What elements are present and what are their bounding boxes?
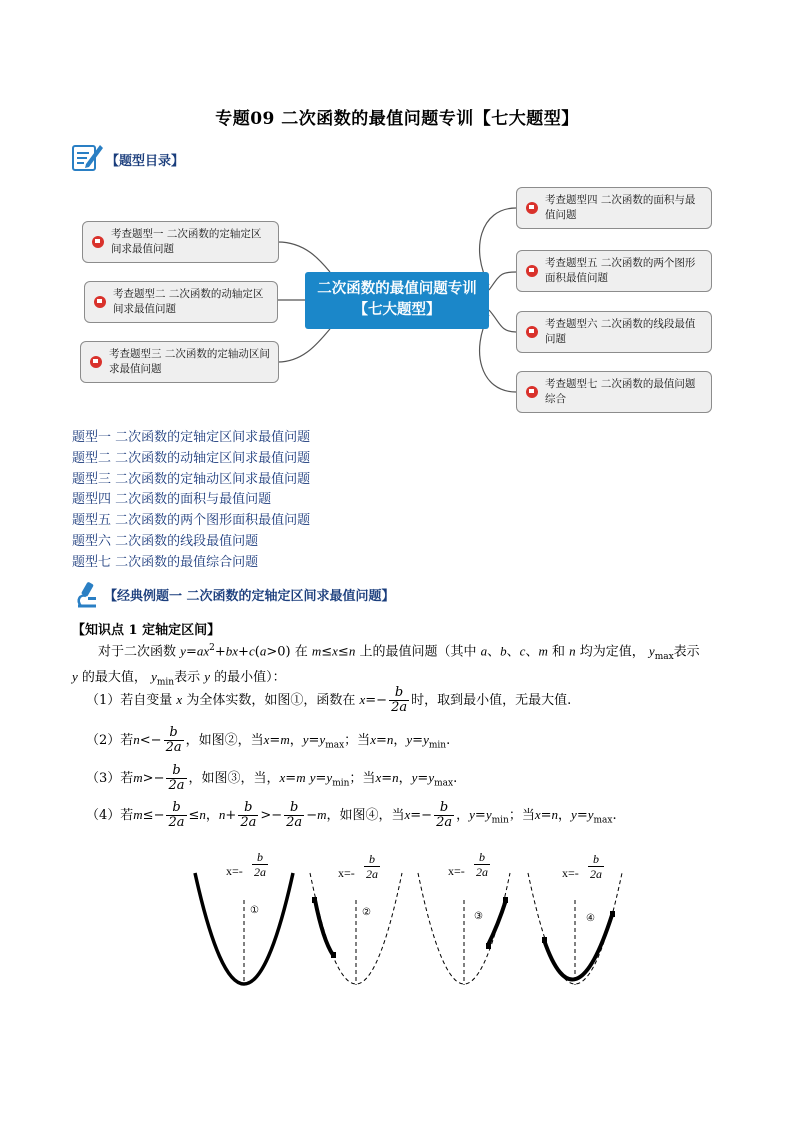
figure-1 [195, 873, 293, 985]
figure-label-1: ① [250, 905, 259, 916]
text-span: 表示 [673, 644, 700, 660]
text-span: （3）若 [86, 771, 134, 786]
mindmap-node-type3 [80, 341, 279, 383]
toc-item[interactable]: 题型一 二次函数的定轴定区间求最值问题 [72, 430, 311, 445]
flag-icon [526, 202, 538, 214]
axis-label: x=- [448, 864, 465, 878]
toc-item[interactable]: 题型四 二次函数的面积与最值问题 [72, 492, 272, 508]
text-span: （1）若自变量 [86, 693, 173, 708]
figure-4 [528, 873, 622, 985]
flag-icon [94, 296, 106, 308]
mindmap-node-type2 [84, 281, 278, 323]
catalog-heading: 【题型目录】 [106, 154, 185, 169]
flag-icon [526, 326, 538, 338]
flag-icon [92, 236, 104, 248]
mindmap-node-type1 [82, 221, 279, 263]
fraction-b-2a: $\frac{b}{2a}$ [165, 725, 182, 755]
mindmap-node-label: 考查题型五 二次函数的两个图形面积最值问题 [545, 257, 696, 284]
text-span: 、 [525, 644, 539, 660]
fraction-b-2a: $\frac{b}{2a}$ [476, 850, 488, 879]
fraction-b-2: $\frac{b}{2a}$ [240, 800, 257, 830]
fraction-b-2a: $\frac{b}{2a}$ [168, 763, 185, 793]
axis-label: x=- [338, 866, 355, 880]
text-span: ，如图③，当， [188, 771, 280, 786]
mindmap-node-type7 [516, 371, 712, 413]
knowledge-heading: 【知识点 1 定轴定区间】 [72, 623, 221, 638]
mindmap-center-node: 二次函数的最值问题专训【七大题型】 [305, 272, 489, 329]
mindmap-node-type5 [516, 250, 712, 292]
mindmap-node-label: 考查题型七 二次函数的最值问题综合 [545, 378, 696, 405]
mindmap-node-type4 [516, 187, 712, 229]
fraction-b-2a: $\frac{b}{2a}$ [254, 850, 266, 879]
text-span: （2）若 [86, 733, 134, 748]
case-4: （4）若m≤− $\frac{b}{2a}$ ≤n，n+ $\frac{b}{2a}$ >− $\frac{b}{2a}$ −m，如图④，当x=− $\frac{b}{2a}$ ，$y=y_{min}$；当x=n，$y=y_{max}$. [86, 800, 617, 830]
flag-icon [526, 386, 538, 398]
figure-label-2: ② [362, 907, 371, 918]
mindmap-node-label: 考查题型二 二次函数的动轴定区间求最值问题 [113, 288, 264, 315]
mindmap-node-label: 考查题型六 二次函数的线段最值问题 [545, 318, 696, 345]
fraction-b-2a: $\frac{b}{2a}$ [590, 852, 602, 881]
text-span: 的最小值）： [214, 669, 286, 685]
mindmap-node-label: 考查题型四 二次函数的面积与最值问题 [545, 194, 696, 221]
fraction-b-2a: $\frac{b}{2a}$ [366, 852, 378, 881]
example-heading: 【经典例题一 二次函数的定轴定区间求最值问题】 [104, 589, 395, 604]
figure-2 [310, 873, 402, 985]
flag-icon [90, 356, 102, 368]
text-span: 、 [487, 644, 501, 660]
text-span: 时，取到最小值，无最大值. [411, 693, 572, 708]
case-1: （1）若自变量 x 为全体实数，如图①，函数在 x=− $\frac{b}{2a}$ 时，取到最小值，无最大值. [86, 685, 572, 715]
text-span: 上的最值问题（其中 [359, 644, 477, 660]
knowledge-paragraph: 对于二次函数 $y=ax^2+bx+c(a>0)$ 在 m≤x≤n 上的最值问题（其中 a、b、c、m 和 n 均为定值， $y_{max}$表示 y 的最大值， $y_{min}$表示 y 的最小值）： [72, 643, 700, 688]
toc-item[interactable]: 题型三 二次函数的定轴动区间求最值问题 [72, 471, 311, 487]
toc-item[interactable]: 题型五 二次函数的两个图形面积最值问题 [72, 513, 311, 529]
figure-label-4: ④ [586, 913, 595, 924]
text-span: ，如图②，当 [185, 733, 264, 748]
figure-3 [418, 873, 510, 985]
toc-list [72, 428, 310, 574]
fraction-b-2a: $\frac{b}{2a}$ [391, 685, 408, 715]
text-span: 表示 [174, 669, 201, 685]
mindmap-node-label: 考查题型三 二次函数的定轴动区间求最值问题 [109, 348, 270, 375]
text-span: 对于二次函数 [98, 644, 177, 660]
axis-label: x=- [226, 864, 243, 878]
case-3: （3）若m>− $\frac{b}{2a}$ ，如图③，当，x=m $y=y_{min}$；当x=n，$y=y_{max}$. [86, 763, 458, 793]
fraction-b-2a: $\frac{b}{2a}$ [168, 800, 185, 830]
fraction-b-2a: $\frac{b}{2a}$ [286, 800, 303, 830]
mindmap-node-label: 考查题型一 二次函数的定轴定区间求最值问题 [111, 228, 262, 255]
toc-item[interactable]: 题型六 二次函数的线段最值问题 [72, 533, 259, 549]
axis-label: x=- [562, 866, 579, 880]
text-span: 为全体实数，如图①，函数在 [186, 693, 356, 708]
case-2: （2）若n<− $\frac{b}{2a}$ ，如图②，当x=m，$y=y_{max}$；当x=n，$y=y_{min}$. [86, 725, 451, 755]
text-span: 均为定值， [579, 644, 645, 660]
figure-label-3: ③ [474, 911, 483, 922]
text-span: 在 [294, 644, 308, 660]
mindmap-node-type6 [516, 311, 712, 353]
flag-icon [526, 265, 538, 277]
text-span: 、 [506, 644, 520, 660]
text-span: ，如图④，当 [326, 808, 405, 823]
text-span: 的最大值， [81, 669, 147, 685]
fraction-b-2a: $\frac{b}{2a}$ [436, 800, 453, 830]
toc-item[interactable]: 题型七 二次函数的最值综合问题 [72, 554, 259, 570]
microscope-icon [72, 580, 102, 610]
toc-item[interactable]: 题型二 二次函数的动轴定区间求最值问题 [72, 450, 311, 466]
text-span: （4）若 [86, 808, 134, 823]
page-title: 专题09 二次函数的最值问题专训【七大题型】 [215, 109, 579, 129]
